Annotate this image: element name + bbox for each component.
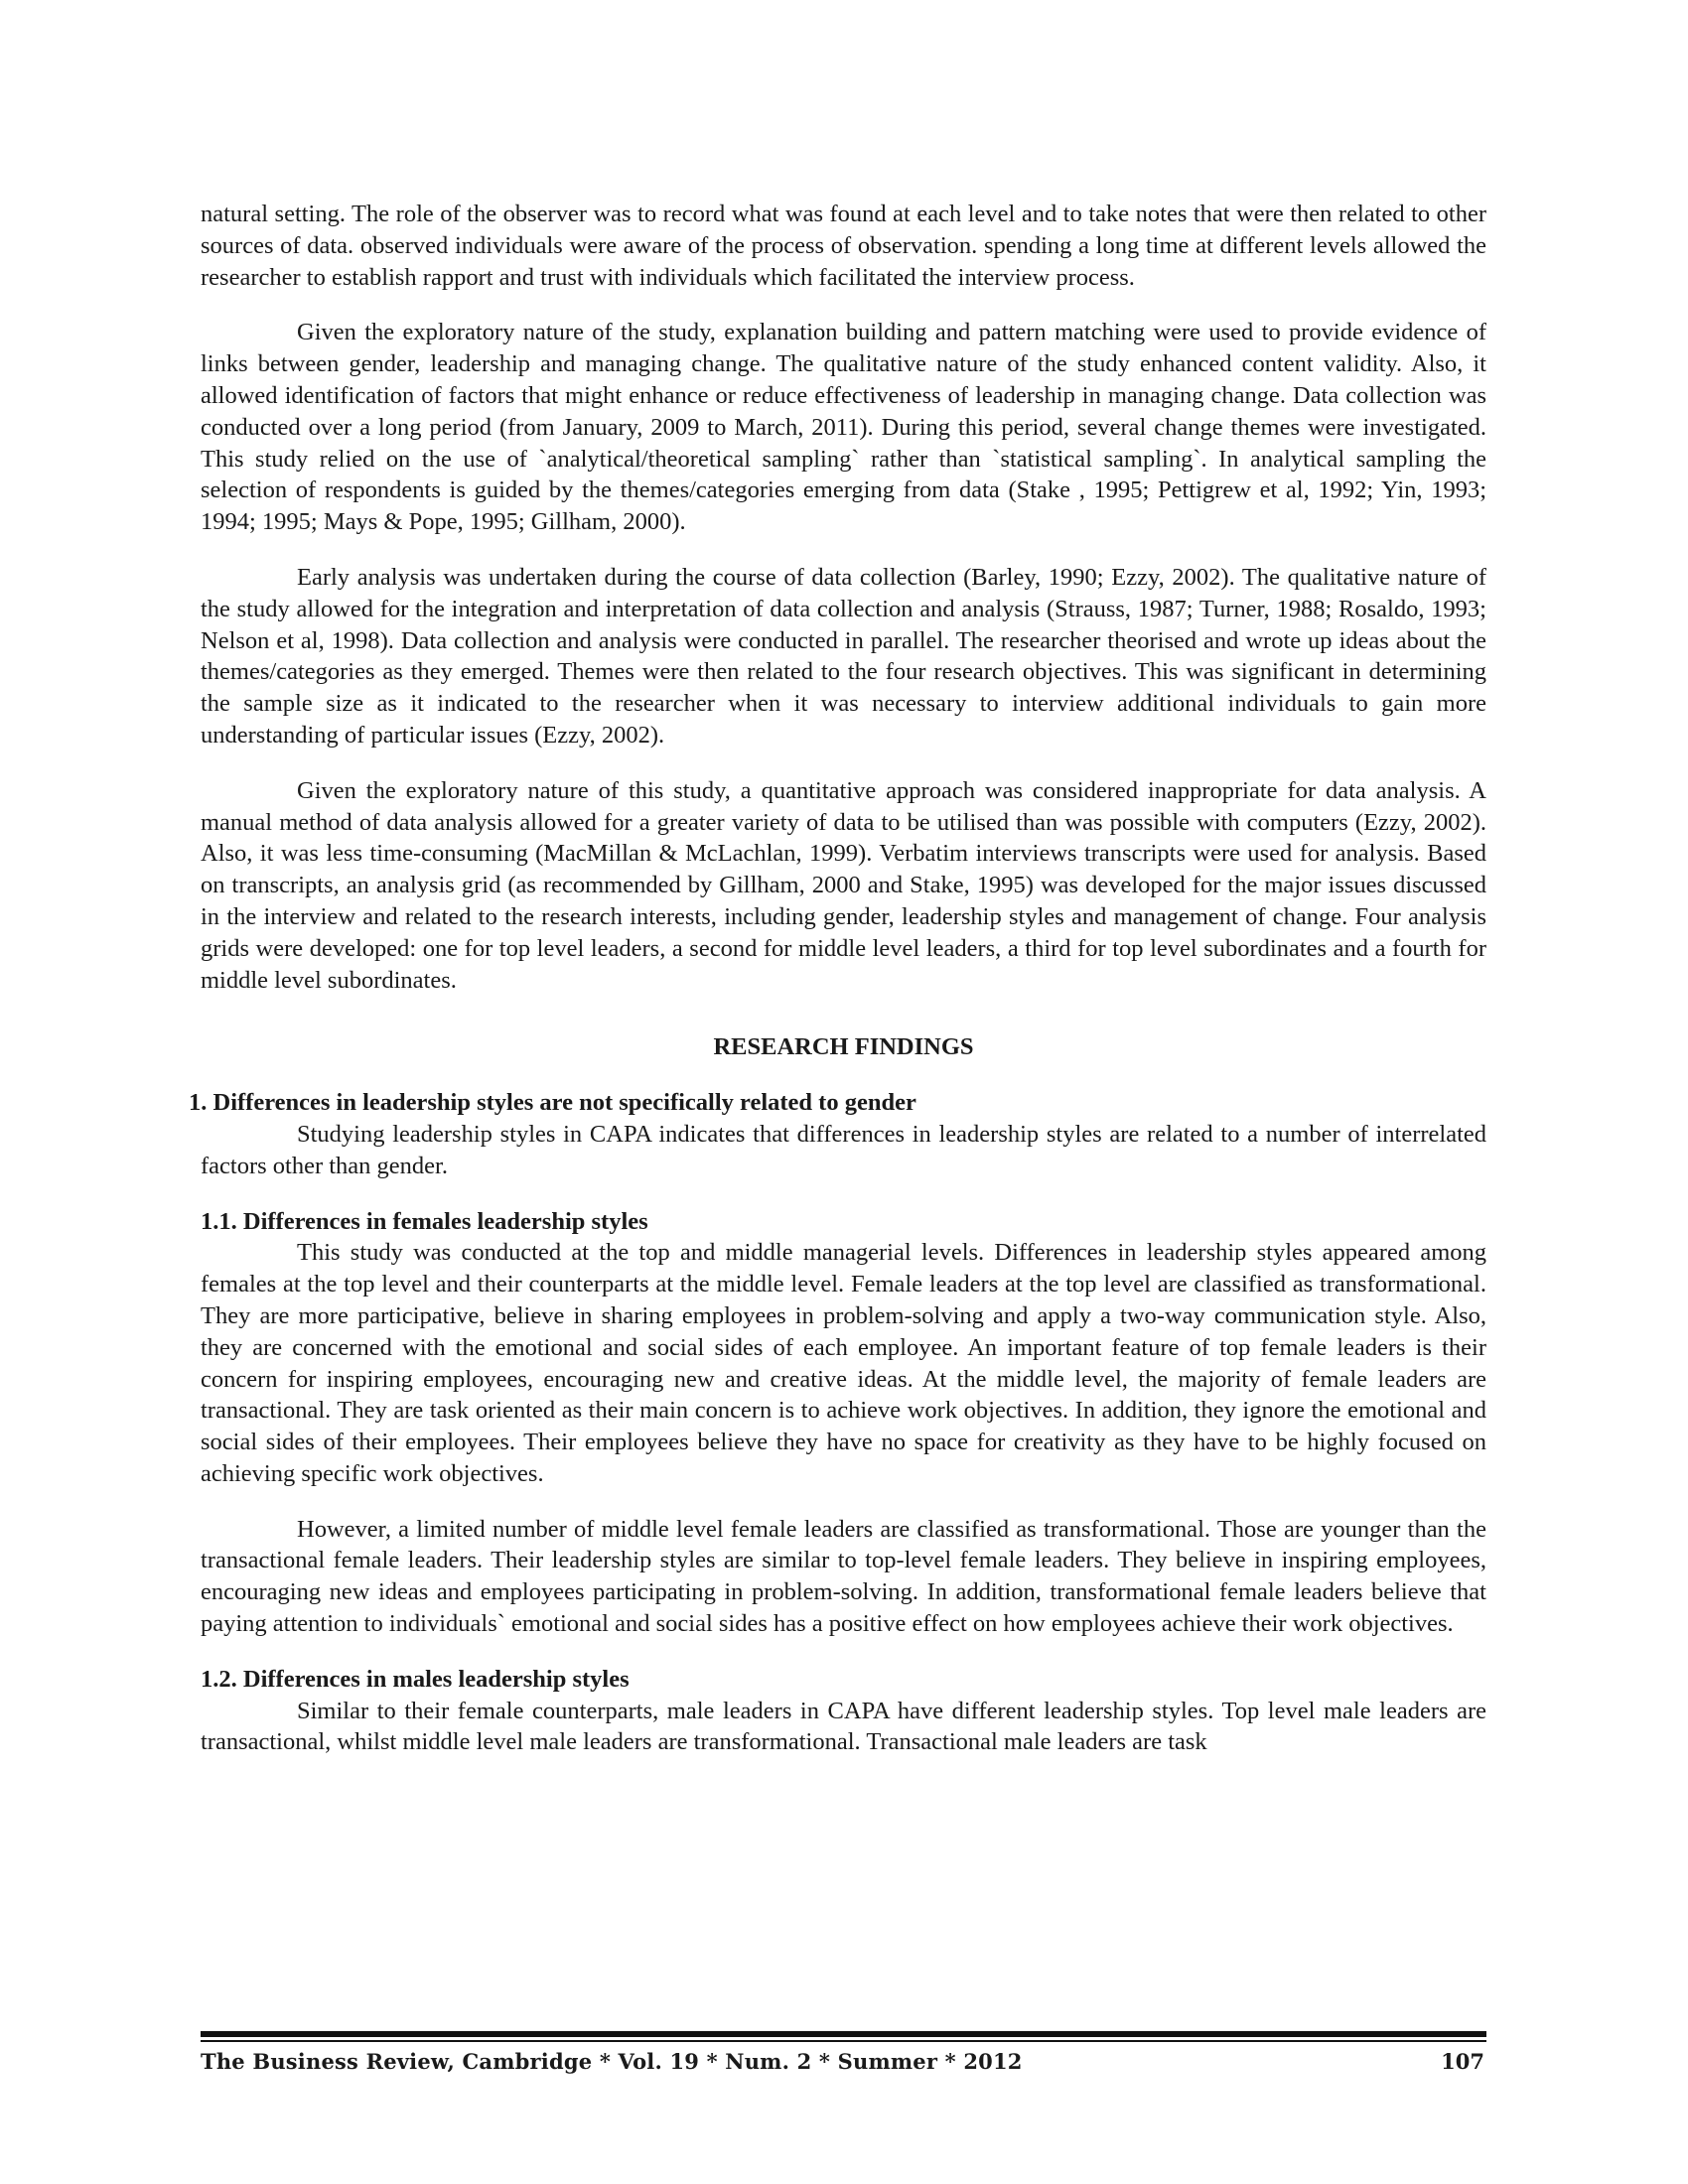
paragraph-female-levels: This study was conducted at the top and middle managerial levels. Differences in leadership styles appeared among females at the top level and their counterparts at the middle level. Female leaders at the top level are classified as transformational. They are more participative, believe in sharing employees in problem-solving and apply a two-way communication style. Also, they are concerned with the emotional and social sides of each employee. An important feature of top female leaders is their concern for inspiring employees, encouraging new and creative ideas. At the middle level, the majority of female leaders are transactional. They are task oriented as their main concern is to achieve work objectives. In addition, they ignore the emotional and social sides of their employees. Their employees believe they have no space for creativity as they have to be highly focused on achieving specific work objectives. — [201, 1239, 1486, 1487]
article-body — [189, 199, 1486, 1758]
page-footer — [201, 2031, 1486, 2074]
footer-rule-thin — [201, 2040, 1486, 2042]
paragraph-early-analysis: Early analysis was undertaken during the course of data collection (Barley, 1990; Ezzy, 2002). The qualitative nature of the study allowed for the integration and interpretation of data collection and analysis (Strauss, 1987; Turner, 1988; Rosaldo, 1993; Nelson et al, 1998). Data collection and analysis were conducted in parallel. The researcher theorised and wrote up ideas about the themes/categories as they emerged. Themes were then related to the four research objectives. This was significant in determining the sample size as it indicated to the researcher when it was necessary to interview additional individuals to gain more understanding of particular issues (Ezzy, 2002). — [201, 563, 1486, 749]
heading-differences-gender: 1. Differences in leadership styles are not specifically related to gender — [189, 1089, 916, 1117]
paragraph-data-analysis: Given the exploratory nature of this study, a quantitative approach was considered inappropriate for data analysis. A manual method of data analysis allowed for a greater variety of data to be utilised than was possible with computers (Ezzy, 2002). Also, it was less time-consuming (MacMillan & McLachlan, 1999). Verbatim interviews transcripts were used for analysis. Based on transcripts, an analysis grid (as recommended by Gillham, 2000 and Stake, 1995) was developed for the major issues discussed in the interview and related to the research interests, including gender, leadership styles and management of change. Four analysis grids were developed: one for top level leaders, a second for middle level leaders, a third for top level subordinates and a fourth for middle level subordinates. — [201, 776, 1486, 994]
page-number: 107 — [1441, 2049, 1484, 2074]
paragraph-exploratory-nature: Given the exploratory nature of the study, explanation building and pattern matching were used to provide evidence of links between gender, leadership and managing change. The qualitative nature of the study enhanced content validity. Also, it allowed identification of factors that might enhance or reduce effectiveness of leadership in managing change. Data collection was conducted over a long period (from January, 2009 to March, 2011). During this period, several change themes were investigated. This study relied on the use of `analytical/theoretical sampling` rather than `statistical sampling`. In analytical sampling the selection of respondents is guided by the themes/categories emerging from data (Stake , 1995; Pettigrew et al, 1992; Yin, 1993; 1994; 1995; Mays & Pope, 1995; Gillham, 2000). — [201, 319, 1486, 536]
paragraph-male-leaders: Similar to their female counterparts, male leaders in CAPA have different leadership styles. Top level male leaders are transactional, whilst middle level male leaders are transformational. Transactional male leaders are task — [201, 1697, 1486, 1756]
journal-citation: The Business Review, Cambridge * Vol. 19 * Num. 2 * Summer * 2012 — [201, 2049, 1023, 2074]
section-heading-research-findings: RESEARCH FINDINGS — [713, 1033, 974, 1061]
paragraph-middle-female-transformational: However, a limited number of middle level female leaders are classified as transformational. Those are younger than the transactional female leaders. Their leadership styles are similar to top-level female leaders. They believe in inspiring employees, encouraging new ideas and employees participating in problem-solving. In addition, transformational female leaders believe that paying attention to individuals` emotional and social sides has a positive effect on how employees achieve their work objectives. — [201, 1515, 1486, 1638]
heading-males-leadership: 1.2. Differences in males leadership styles — [201, 1665, 630, 1693]
heading-females-leadership: 1.1. Differences in females leadership styles — [201, 1207, 648, 1235]
footer-rule-thick — [201, 2031, 1486, 2037]
paragraph-leadership-capa: Studying leadership styles in CAPA indicates that differences in leadership styles are related to a number of interrelated factors other than gender. — [201, 1120, 1486, 1179]
paragraph-observation: natural setting. The role of the observer was to record what was found at each level and to take notes that were then related to other sources of data. observed individuals were aware of the process of observation. spending a long time at different levels allowed the researcher to establish rapport and trust with individuals which facilitated the interview process. — [201, 201, 1486, 291]
footer-row — [201, 2049, 1486, 2074]
